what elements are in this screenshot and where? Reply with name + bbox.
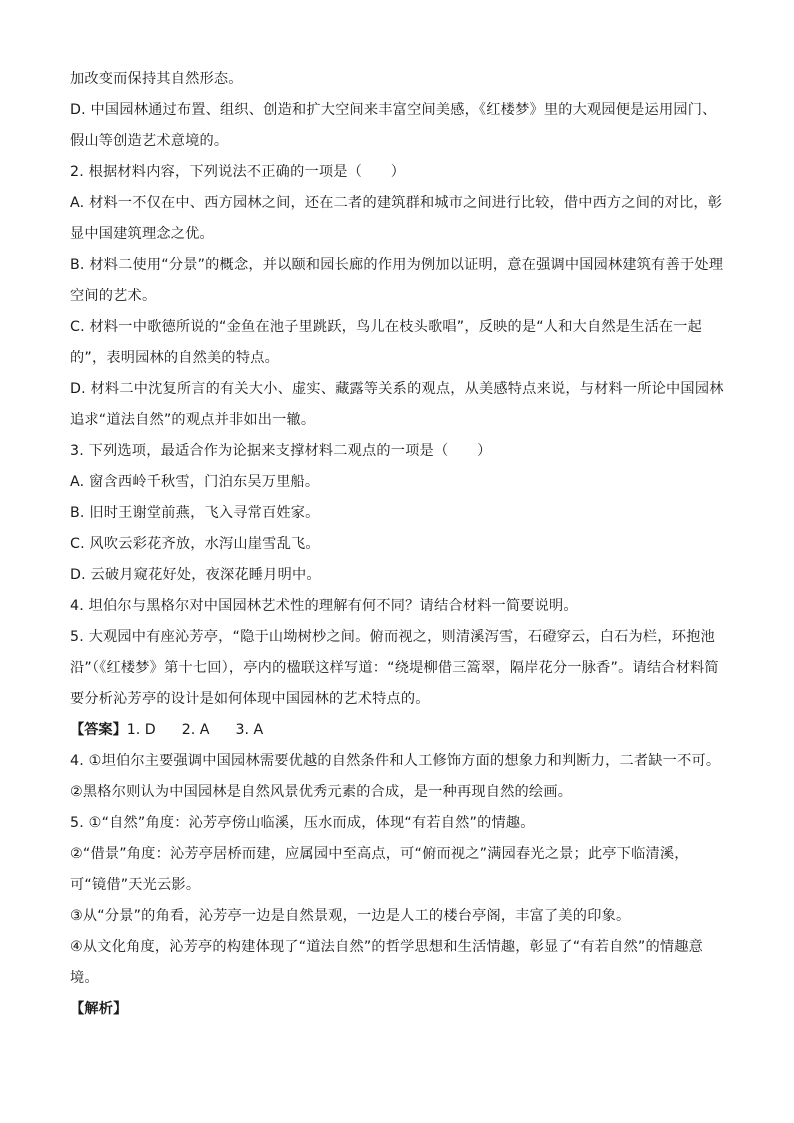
question-3: 3. 下列选项，最适合作为论据来支撑材料二观点的一项是（ ） [70,443,492,459]
question-5: 5. 大观园中有座沁芳亭，“隐于山坳树杪之间。俯而视之，则清溪泻雪，石磴穿云，白石为栏，环抱池沿”（《红楼梦》第十七回），亭内的楹联这样写道：“绕堤柳借三篙翠，隔岸花分一脉香”。请结合材料简要分析沁芳亭的设计是如何体现中国园林的艺术特点的。 [70,629,719,707]
answer-5-point-1: 5. ①“自然”角度：沁芳亭傍山临溪，压水而成，体现“有若自然”的情趣。 [70,815,535,831]
answer-item: 2. A [181,722,210,738]
answer-4-point-1: 4. ①坦伯尔主要强调中国园林需要优越的自然条件和人工修饰方面的想象力和判断力，二者缺一不可。 [70,753,721,769]
answer-item: 1. D [126,722,156,738]
answer-5-point-2: ②“借景”角度：沁芳亭居桥而建，应属园中至高点，可“俯而视之”满园春光之景；此亭下临清溪，可“镜借”天光云影。 [70,846,689,893]
answer-label: 【答案】 [70,722,127,738]
answer-row [70,715,724,746]
answer-5-point-3: ③从“分景”的角看，沁芳亭一边是自然景观，一边是人工的楼台亭阁，丰富了美的印象。 [70,908,631,924]
option-d-q2: D. 材料二中沈复所言的有关大小、虚实、藏露等关系的观点，从美感特点来说，与材料一所论中国园林追求“道法自然”的观点并非如出一辙。 [70,381,724,428]
question-2: 2. 根据材料内容，下列说法不正确的一项是（ ） [70,164,406,180]
question-4: 4. 坦伯尔与黑格尔对中国园林艺术性的理解有何不同？请结合材料一简要说明。 [70,598,578,614]
answer-item: 3. A [235,722,264,738]
text-line: 加改变而保持其自然形态。 [70,71,243,87]
option-b-q3: B. 旧时王谢堂前燕，飞入寻常百姓家。 [70,505,320,521]
option-d-q1: D. 中国园林通过布置、组织、创造和扩大空间来丰富空间美感，《红楼梦》里的大观园便是运用园门、假山等创造艺术意境的。 [70,102,717,149]
option-b-q2: B. 材料二使用“分景”的概念，并以颐和园长廊的作用为例加以证明，意在强调中国园林建筑有善于处理空间的艺术。 [70,257,724,304]
option-a-q2: A. 材料一不仅在中、西方园林之间，还在二者的建筑群和城市之间进行比较，借中西方之间的对比，彰显中国建筑理念之优。 [70,195,723,242]
analysis-label: 【解析】 [70,1001,128,1017]
option-a-q3: A. 窗含西岭千秋雪，门泊东吴万里船。 [70,474,320,490]
answer-4-point-2: ②黑格尔则认为中国园林是自然风景优秀元素的合成，是一种再现自然的绘画。 [70,784,573,800]
option-d-q3: D. 云破月窥花好处，夜深花睡月明中。 [70,567,321,583]
option-c-q2: C. 材料一中歌德所说的“金鱼在池子里跳跃，鸟儿在枝头歌唱”，反映的是“人和大自然是生活在一起的”，表明园林的自然美的特点。 [70,319,703,366]
option-c-q3: C. 风吹云彩花齐放，水泻山崖雪乱飞。 [70,536,320,552]
answer-5-point-4: ④从文化角度，沁芳亭的构建体现了“道法自然”的哲学思想和生活情趣，彰显了“有若自然”的情趣意境。 [70,939,704,986]
